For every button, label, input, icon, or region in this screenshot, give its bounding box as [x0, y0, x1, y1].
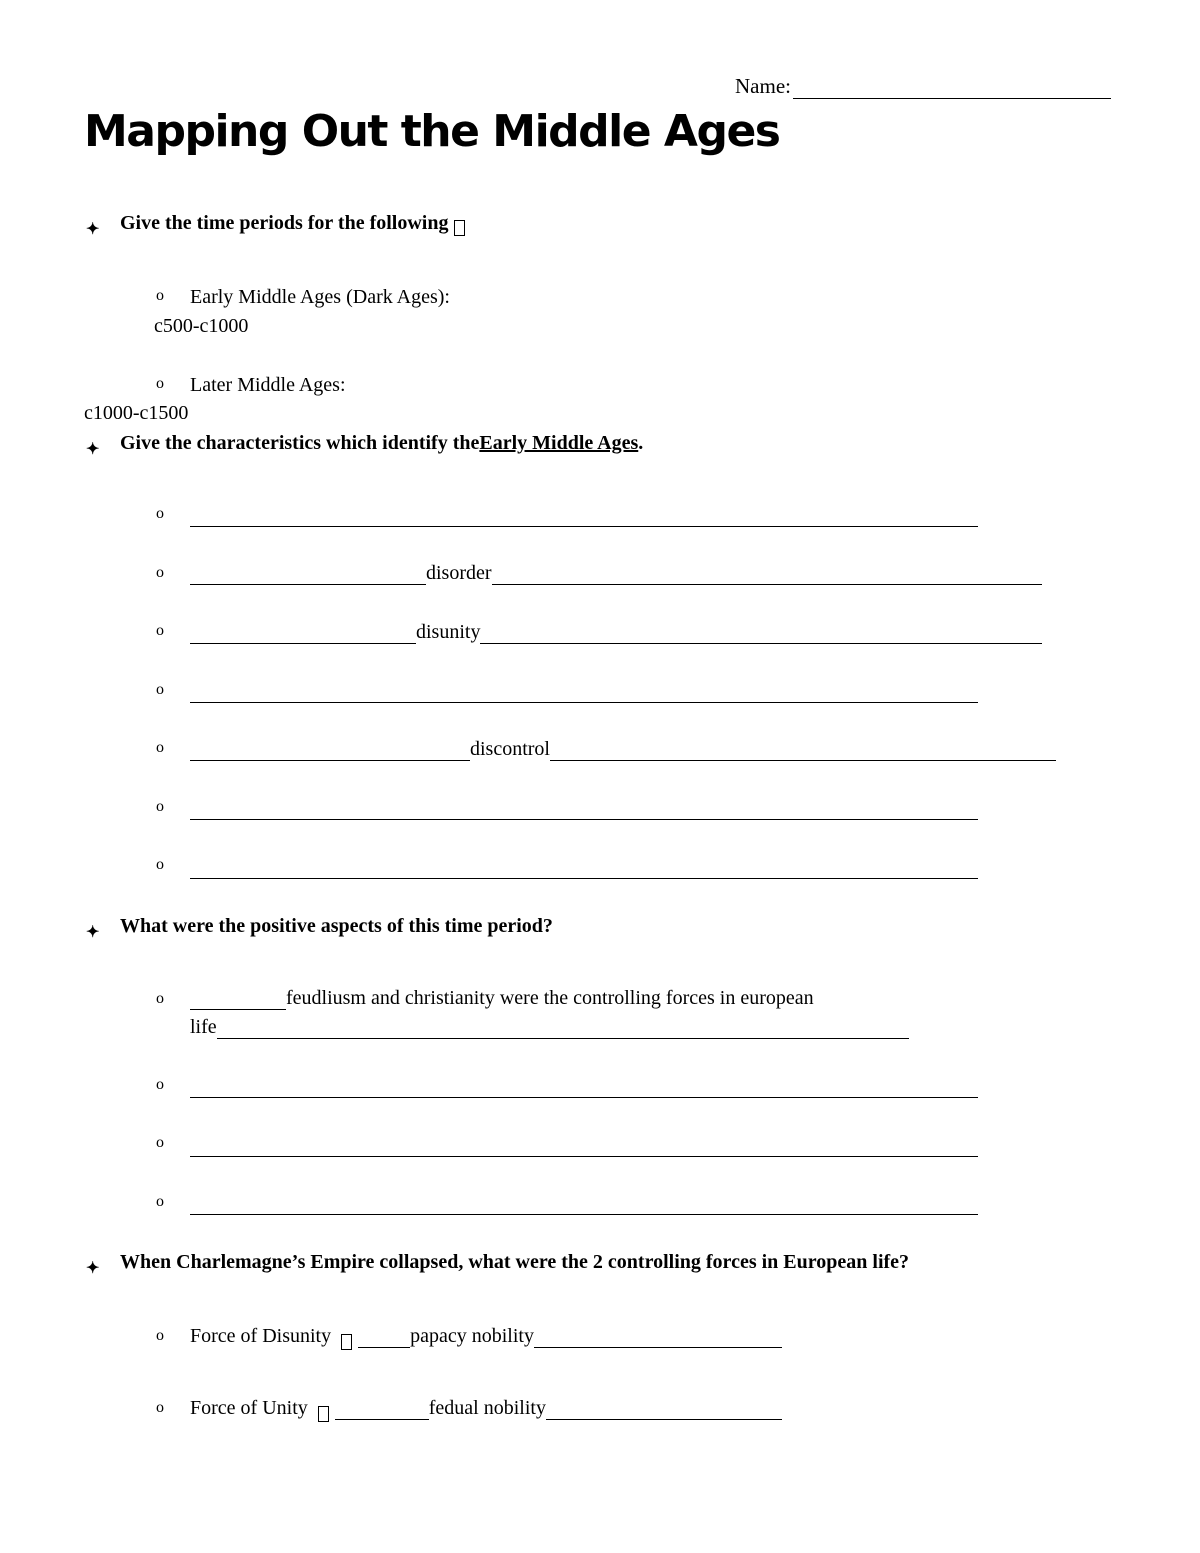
answer-line[interactable] [190, 702, 978, 703]
answer-line[interactable] [190, 878, 978, 879]
circle-bullet-icon: o [156, 798, 164, 815]
name-label: Name: [735, 74, 791, 98]
star-bullet-icon: ✦ [86, 220, 100, 238]
circle-bullet-icon: o [156, 564, 164, 581]
name-field[interactable] [735, 73, 1111, 99]
question-controlling-forces: ✦ When Charlemagne’s Empire collapsed, what were the 2 controlling forces in European life? [86, 1251, 910, 1277]
answer-force-of-disunity[interactable]: Force of Disunity papacy nobility [190, 1325, 782, 1348]
early-middle-ages-label: Early Middle Ages (Dark Ages): [190, 286, 450, 308]
early-middle-ages-emphasis: Early Middle Ages [479, 432, 639, 454]
question-time-periods: ✦ Give the time periods for the following [86, 212, 465, 235]
answer-discontrol[interactable]: discontrol [190, 738, 1056, 761]
circle-bullet-icon: o [156, 1193, 164, 1210]
answer-line[interactable] [190, 526, 978, 527]
question-positive-aspects: ✦ What were the positive aspects of this time period? [86, 915, 553, 941]
answer-line[interactable] [190, 1214, 978, 1215]
answer-positive-1-cont[interactable]: life [190, 1016, 909, 1039]
circle-bullet-icon: o [156, 1327, 164, 1344]
star-bullet-icon: ✦ [86, 923, 100, 941]
missing-glyph-icon [454, 220, 465, 236]
answer-line[interactable] [190, 1097, 978, 1098]
circle-bullet-icon: o [156, 1134, 164, 1151]
answer-disorder[interactable]: disorder [190, 562, 1042, 585]
circle-bullet-icon: o [156, 1076, 164, 1093]
circle-bullet-icon: o [156, 505, 164, 522]
answer-line[interactable] [190, 819, 978, 820]
answer-positive-1[interactable]: feudliusm and christianity were the controlling forces in european [190, 987, 814, 1010]
question-characteristics: ✦ Give the characteristics which identify the Early Middle Ages . [86, 432, 644, 458]
answer-disunity[interactable]: disunity [190, 621, 1042, 644]
circle-bullet-icon: o [156, 739, 164, 756]
circle-bullet-icon: o [156, 375, 164, 392]
circle-bullet-icon: o [156, 1399, 164, 1416]
circle-bullet-icon: o [156, 681, 164, 698]
force-of-unity-label: Force of Unity [190, 1397, 308, 1419]
page-title: Mapping Out the Middle Ages [84, 106, 780, 157]
circle-bullet-icon: o [156, 287, 164, 304]
name-line[interactable] [793, 78, 1111, 99]
answer-force-of-unity[interactable]: Force of Unity fedual nobility [190, 1397, 782, 1420]
missing-glyph-icon [318, 1406, 329, 1422]
force-of-disunity-label: Force of Disunity [190, 1325, 332, 1347]
later-middle-ages-answer: c1000-c1500 [84, 402, 189, 424]
later-middle-ages-label: Later Middle Ages: [190, 374, 346, 396]
early-middle-ages-answer: c500-c1000 [154, 315, 249, 337]
answer-line[interactable] [190, 1156, 978, 1157]
circle-bullet-icon: o [156, 622, 164, 639]
circle-bullet-icon: o [156, 990, 164, 1007]
star-bullet-icon: ✦ [86, 1259, 100, 1277]
circle-bullet-icon: o [156, 856, 164, 873]
star-bullet-icon: ✦ [86, 440, 100, 458]
missing-glyph-icon [341, 1334, 352, 1350]
